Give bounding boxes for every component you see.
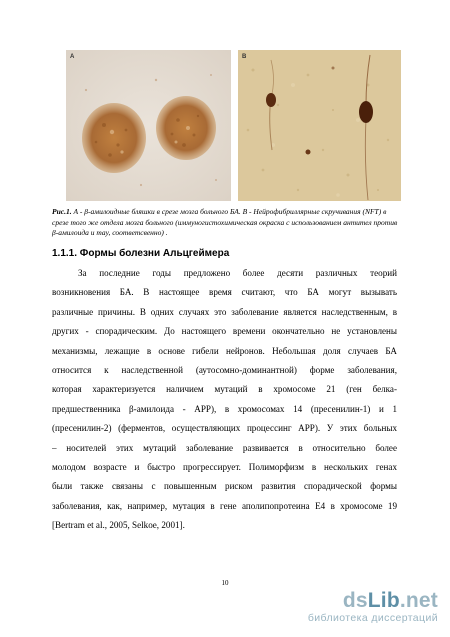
paragraph-line: (пресенилин-2) (ферментов, осуществляющих процессинг APP). У этих больных: [52, 423, 397, 434]
paragraph-line: возникновения БА. В настоящее время считают, что БА могут вызывать: [52, 287, 397, 298]
paragraph-line: заболевания, как, например, мутация в гене аполипопротеина Е4 в хромосоме 19: [52, 500, 397, 511]
page-number: 10: [221, 579, 229, 587]
caption-label: Рис.1.: [52, 207, 72, 216]
logo-net: .net: [399, 589, 438, 612]
logo-lib: Lib: [367, 589, 400, 612]
figure-caption: [52, 207, 402, 239]
amyloid-plaques-image: [66, 50, 231, 201]
logo-ds: ds: [342, 589, 368, 612]
paragraph-line: механизмы, лежащие в основе гибели нейронов. Небольшая доля случаев БА: [52, 345, 397, 356]
paragraph-line: относится к наследственной (аутосомно-доминантной) форме заболевания,: [52, 364, 397, 375]
panel-a-label: A: [70, 54, 75, 60]
body-paragraph: [52, 264, 397, 535]
micrograph-panel-a: [66, 50, 231, 201]
panel-b-label: B: [242, 54, 247, 60]
paragraph-line: были также связаны с повышенным риском развития спорадической формы: [52, 481, 397, 492]
dslib-watermark[interactable]: [308, 590, 438, 624]
dslib-logo: [308, 590, 438, 612]
watermark-subtitle: библиотека диссертаций: [307, 612, 438, 624]
paragraph-line: других - спорадическим. До настоящего времени окончательно не установлены: [52, 326, 397, 337]
paragraph-line: – носителей этих мутаций заболевание развивается в относительно более: [52, 442, 397, 453]
paragraph-line: различные причины. В одних случаях это заболевание является наследственным, в: [52, 306, 397, 317]
paragraph-line: За последние годы предложено более десяти различных теорий: [78, 268, 397, 278]
figure: [66, 50, 401, 201]
caption-text: А - β-амилоидные бляшки в срезе мозга больного БА. В - Нейрофибриллярные скручивания (NFT) в срезе того же отдела мозга больного (иммуногистохимическая окраска с использованием антител против β-амилоида и тау, соответсвенно) .: [52, 207, 398, 237]
paragraph-line: молодом возрасте и быстро прогрессирует. Полиморфизм в нескольких генах: [52, 461, 397, 472]
paragraph-line: [Bertram et al., 2005, Selkoe, 2001].: [52, 520, 185, 531]
paragraph-line: предшественника β-амилоида - APP), в хромосомах 14 (пресенилин-1) и 1: [52, 403, 397, 414]
micrograph-panel-b: [238, 50, 401, 201]
paragraph-line: которая характеризуется наличием мутаций в хромосоме 21 (ген белка-: [52, 384, 397, 395]
neurofibrillary-tangles-image: [238, 50, 401, 201]
section-heading: 1.1.1. Формы болезни Альцгеймера: [52, 248, 230, 259]
